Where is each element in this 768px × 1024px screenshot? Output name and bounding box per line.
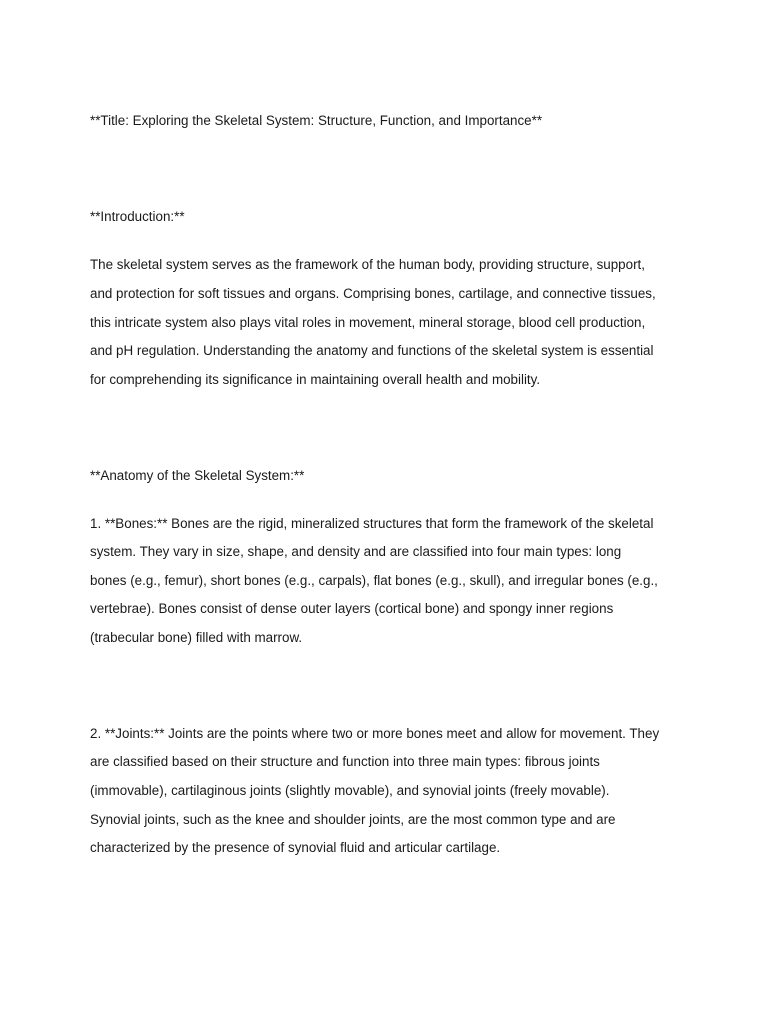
paragraph-line: bones (e.g., femur), short bones (e.g., carpals), flat bones (e.g., skull), and irregular bones (e.g.,	[90, 573, 658, 588]
introduction-heading: **Introduction:**	[90, 209, 185, 224]
paragraph-line: this intricate system also plays vital roles in movement, mineral storage, blood cell production,	[90, 315, 646, 330]
paragraph-line: (immovable), cartilaginous joints (slightly movable), and synovial joints (freely movable).	[90, 783, 610, 798]
paragraph-line: The skeletal system serves as the framework of the human body, providing structure, support,	[90, 257, 645, 272]
paragraph-line: system. They vary in size, shape, and density and are classified into four main types: long	[90, 544, 622, 559]
anatomy-heading: **Anatomy of the Skeletal System:**	[90, 468, 305, 483]
paragraph-line: 2. **Joints:** Joints are the points where two or more bones meet and allow for movement. They	[90, 726, 660, 741]
document-title: **Title: Exploring the Skeletal System: Structure, Function, and Importance**	[90, 113, 543, 128]
paragraph-line: characterized by the presence of synovial fluid and articular cartilage.	[90, 840, 501, 855]
paragraph-line: vertebrae). Bones consist of dense outer layers (cortical bone) and spongy inner regions	[90, 601, 614, 616]
paragraph-line: Synovial joints, such as the knee and shoulder joints, are the most common type and are	[90, 812, 616, 827]
paragraph-line: and protection for soft tissues and organs. Comprising bones, cartilage, and connective tissues,	[90, 286, 656, 301]
paragraph-line: (trabecular bone) filled with marrow.	[90, 630, 303, 645]
paragraph-line: and pH regulation. Understanding the anatomy and functions of the skeletal system is essential	[90, 343, 654, 358]
paragraph-line: are classified based on their structure and function into three main types: fibrous joints	[90, 754, 600, 769]
paragraph-line: for comprehending its significance in maintaining overall health and mobility.	[90, 372, 541, 387]
paragraph-line: 1. **Bones:** Bones are the rigid, mineralized structures that form the framework of the skeletal	[90, 516, 654, 531]
